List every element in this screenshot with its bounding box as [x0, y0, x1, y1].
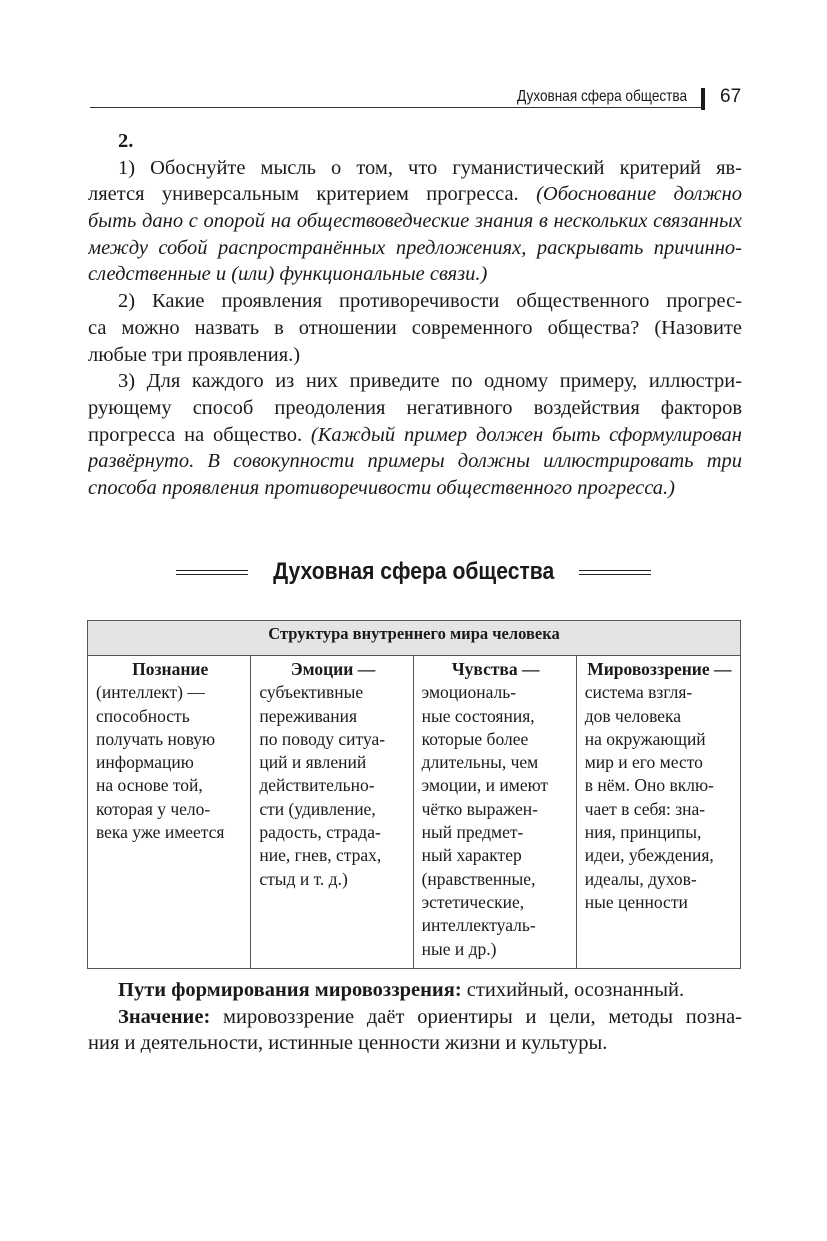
cell-line: стыд и т. д.): [259, 868, 348, 889]
heading-rule-right: [579, 570, 651, 575]
task-number: 2.: [118, 130, 134, 152]
task-text: [88, 155, 742, 502]
cell-line: (нравственные,: [421, 868, 536, 889]
text-segment: прогресса на общество.: [88, 423, 311, 446]
text-line: [88, 1004, 742, 1031]
cell-line: на окружающий: [584, 728, 706, 749]
cell-line: интеллектуаль-: [421, 915, 536, 936]
section-heading: [0, 558, 827, 586]
cell-line: ные ценности: [584, 891, 688, 912]
text-segment: ляется универсальным критерием прогресса.: [88, 183, 537, 206]
cell-line: века уже имеется: [96, 822, 225, 843]
cell-line: эмоции, и имеют: [421, 775, 549, 796]
cell-line: чает в себя: зна-: [584, 798, 706, 819]
cell-term: Мировоззрение —: [587, 659, 732, 679]
cell-line: ный предмет-: [421, 822, 524, 843]
table-caption: Структура внутреннего мира человека: [88, 621, 741, 656]
table-cell: [576, 656, 740, 969]
task-block: [88, 128, 742, 502]
italic-text: способа проявления противоречивости общественного прогресса.): [88, 476, 675, 499]
text-line: [88, 1030, 742, 1057]
text-line: [88, 977, 742, 1004]
cell-line: ный характер: [421, 845, 522, 866]
cell-line: длительны, чем: [421, 752, 539, 773]
cell-line: способность: [96, 705, 190, 726]
cell-line: сти (удивление,: [259, 798, 376, 819]
text-line: [88, 475, 742, 502]
section-title: Духовная сфера общества: [272, 558, 555, 585]
cell-line: информацию: [96, 752, 194, 773]
cell-line: получать новую: [96, 728, 216, 749]
text-segment: 1) Обоснуйте мысль о том, что гуманистический критерий яв-: [118, 156, 742, 179]
table-row: [88, 656, 741, 969]
text-line: [88, 261, 742, 288]
text-line: [88, 235, 742, 262]
cell-line: система взгля-: [584, 682, 693, 703]
cell-line: действительно-: [259, 775, 375, 796]
page-number: 67: [720, 86, 742, 107]
cell-line: ния, принципы,: [584, 822, 702, 843]
text-segment: стихийный, осознанный.: [461, 979, 685, 1001]
structure-table: [87, 620, 741, 969]
text-segment: мировоззрение даёт ориентиры и цели, методы позна-: [210, 1005, 742, 1028]
text-line: [88, 395, 742, 422]
cell-line: которые более: [421, 728, 529, 749]
cell-line: эстетические,: [421, 891, 525, 912]
cell-line: субъективные: [259, 682, 364, 703]
text-line: [88, 208, 742, 235]
text-line: [88, 368, 742, 395]
cell-line: по поводу ситуа-: [259, 728, 386, 749]
text-line: [88, 288, 742, 315]
text-segment: са можно назвать в отношении современного общества? (Назовите: [88, 316, 742, 339]
text-line: [88, 155, 742, 182]
text-segment: 2) Какие проявления противоречивости общественного прогрес-: [118, 290, 742, 313]
cell-line: (интеллект) —: [96, 682, 205, 703]
cell-line: переживания: [259, 705, 358, 726]
cell-term: Эмоции —: [290, 659, 376, 679]
text-line: [88, 448, 742, 475]
cell-line: которая у чело-: [96, 798, 211, 819]
running-header-title: Духовная сфера общества: [516, 88, 687, 105]
cell-line: эмоциональ-: [421, 682, 517, 703]
cell-line: радость, страда-: [259, 822, 381, 843]
italic-text: следственные и (или) функциональные связи.): [88, 263, 488, 286]
text-line: [88, 181, 742, 208]
text-line: [88, 315, 742, 342]
italic-text: между собой распространённых предложениях, раскрывать причинно-: [88, 236, 742, 259]
worldview-notes: [88, 977, 742, 1057]
text-segment: рующему способ преодоления негативного воздействия факторов: [88, 396, 742, 419]
bold-label: Значение:: [118, 1005, 211, 1028]
cell-line: ные состояния,: [421, 705, 535, 726]
cell-line: ние, гнев, страх,: [259, 845, 382, 866]
text-segment: ния и деятельности, истинные ценности жизни и культуры.: [88, 1032, 608, 1055]
header-divider: [701, 88, 705, 110]
cell-line: на основе той,: [96, 775, 203, 796]
bold-label: Пути формирования мировоззрения:: [118, 979, 462, 1001]
cell-line: чётко выражен-: [421, 798, 538, 819]
italic-text: быть дано с опорой на обществоведческие знания в нескольких связанных: [88, 210, 742, 233]
table-cell: [88, 656, 251, 969]
cell-line: ций и явлений: [259, 752, 367, 773]
text-segment: 3) Для каждого из них приведите по одному примеру, иллюстри-: [118, 370, 742, 393]
cell-line: дов человека: [584, 705, 682, 726]
italic-text: (Обоснование должно: [536, 183, 742, 206]
cell-line: ные и др.): [421, 938, 497, 959]
cell-line: в нём. Оно вклю-: [584, 775, 714, 796]
table-cell: [413, 656, 576, 969]
text-line: [88, 342, 742, 369]
text-segment: любые три проявления.): [88, 343, 301, 366]
cell-line: идеалы, духов-: [584, 868, 697, 889]
italic-text: (Каждый пример должен быть сформулирован: [310, 423, 742, 446]
table-cell: [251, 656, 413, 969]
cell-line: мир и его место: [584, 752, 703, 773]
cell-term: Чувства —: [451, 659, 540, 679]
cell-line: идеи, убеждения,: [584, 845, 714, 866]
cell-term: Познание: [132, 659, 209, 679]
text-line: [88, 422, 742, 449]
heading-rule-left: [176, 570, 248, 575]
header-rule: [90, 107, 703, 108]
italic-text: развёрнуто. В совокупности примеры должны иллюстрировать три: [88, 450, 742, 473]
